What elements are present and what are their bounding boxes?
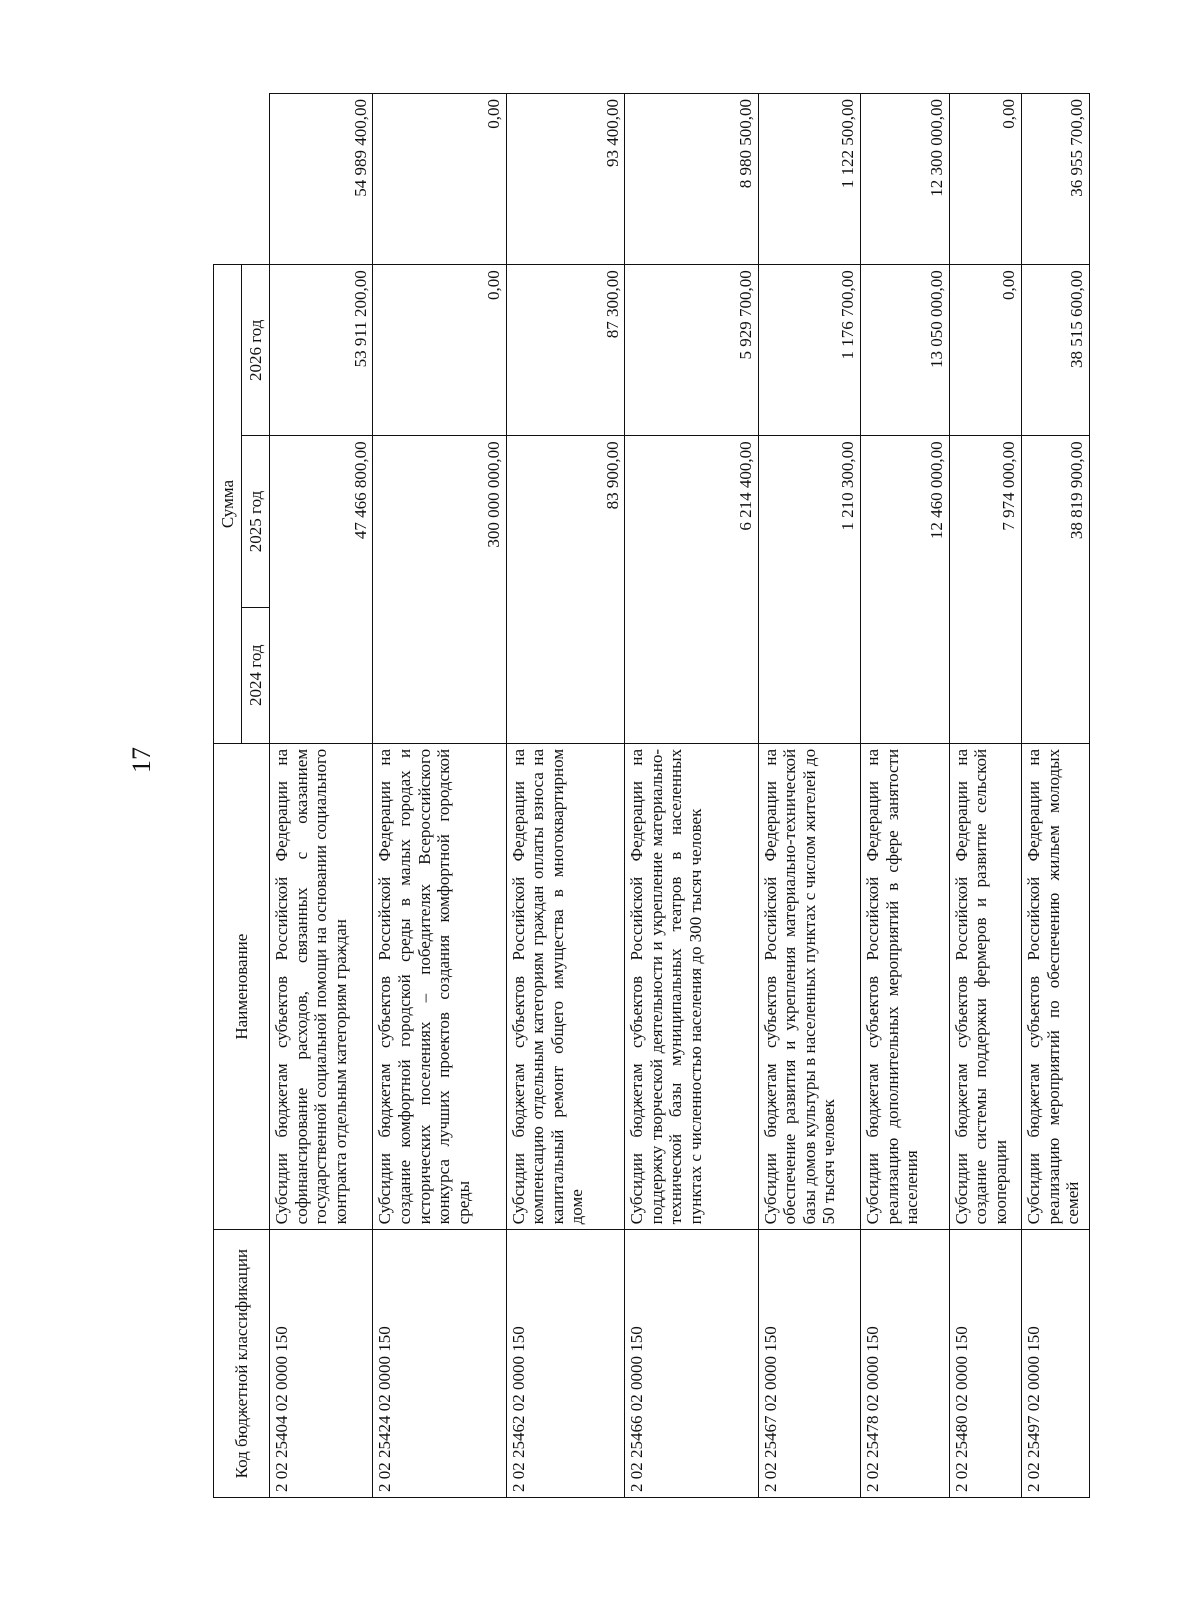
row-name: Субсидии бюджетам субъектов Российской Федерации на создание комфортной городской среды в малых городах и исторических поселениях – победителях Всероссийского конкурса лучших проектов создания комфортной городской среды (373, 743, 506, 1229)
row-sum-2025: 53 911 200,00 (270, 265, 373, 436)
row-sum-2026: 12 300 000,00 (860, 94, 949, 265)
table-row (758, 94, 860, 1498)
table-row (860, 94, 949, 1498)
budget-table (213, 93, 1090, 1498)
row-code: 2 02 25404 02 0000 150 (270, 1230, 373, 1498)
row-code: 2 02 25462 02 0000 150 (506, 1230, 624, 1498)
header-year-2025: 2025 год (242, 436, 270, 607)
row-sum-2024: 7 974 000,00 (949, 436, 1022, 744)
table-row (506, 94, 624, 1498)
row-code: 2 02 25424 02 0000 150 (373, 1230, 506, 1498)
row-sum-2025: 0,00 (373, 265, 506, 436)
table-row (949, 94, 1022, 1498)
row-name: Субсидии бюджетам субъектов Российской Федерации на реализацию мероприятий по обеспечению жильем молодых семей (1022, 743, 1090, 1229)
row-sum-2024: 300 000 000,00 (373, 436, 506, 744)
row-sum-2026: 8 980 500,00 (625, 94, 758, 265)
header-name: Наименование (214, 743, 270, 1229)
row-sum-2026: 0,00 (373, 94, 506, 265)
header-year-2024: 2024 год (242, 607, 270, 743)
row-sum-2025: 13 050 000,00 (860, 265, 949, 436)
row-name: Субсидии бюджетам субъектов Российской Федерации на создание системы поддержки фермеров и развитие сельской кооперации (949, 743, 1022, 1229)
row-code: 2 02 25466 02 0000 150 (625, 1230, 758, 1498)
table-row (1022, 94, 1090, 1498)
row-sum-2026: 1 122 500,00 (758, 94, 860, 265)
row-code: 2 02 25497 02 0000 150 (1022, 1230, 1090, 1498)
table-row (373, 94, 506, 1498)
row-code: 2 02 25467 02 0000 150 (758, 1230, 860, 1498)
page-number: 17 (127, 747, 156, 773)
row-sum-2025: 5 929 700,00 (625, 265, 758, 436)
header-sum: Сумма (214, 265, 242, 744)
header-year-2026: 2026 год (242, 265, 270, 436)
row-sum-2024: 12 460 000,00 (860, 436, 949, 744)
row-sum-2024: 83 900,00 (506, 436, 624, 744)
row-code: 2 02 25478 02 0000 150 (860, 1230, 949, 1498)
row-sum-2026: 93 400,00 (506, 94, 624, 265)
row-sum-2026: 54 989 400,00 (270, 94, 373, 265)
table-body (270, 94, 1090, 1498)
row-name: Субсидии бюджетам субъектов Российской Федерации на реализацию дополнительных мероприятий в сфере занятости населения (860, 743, 949, 1229)
row-sum-2024: 6 214 400,00 (625, 436, 758, 744)
row-sum-2025: 0,00 (949, 265, 1022, 436)
row-sum-2024: 1 210 300,00 (758, 436, 860, 744)
table-row (625, 94, 758, 1498)
row-name: Субсидии бюджетам субъектов Российской Федерации на обеспечение развития и укрепления материально-технической базы домов культуры в населенных пунктах с числом жителей до 50 тысяч человек (758, 743, 860, 1229)
table-row (270, 94, 373, 1498)
rotated-table-container (213, 93, 1090, 1498)
row-sum-2026: 36 955 700,00 (1022, 94, 1090, 265)
row-sum-2024: 47 466 800,00 (270, 436, 373, 744)
row-sum-2024: 38 819 900,00 (1022, 436, 1090, 744)
row-sum-2025: 1 176 700,00 (758, 265, 860, 436)
header-code: Код бюджетной классификации (214, 1230, 270, 1498)
table-header (214, 94, 270, 1498)
row-sum-2025: 38 515 600,00 (1022, 265, 1090, 436)
row-name: Субсидии бюджетам субъектов Российской Федерации на поддержку творческой деятельности и укрепление материально-технической базы муниципальных театров в населенных пунктах с численностью населения до 300 тысяч человек (625, 743, 758, 1229)
row-name: Субсидии бюджетам субъектов Российской Федерации на компенсацию отдельным категориям граждан оплаты взноса на капитальный ремонт общего имущества в многоквартирном доме (506, 743, 624, 1229)
row-sum-2026: 0,00 (949, 94, 1022, 265)
row-name: Субсидии бюджетам субъектов Российской Федерации на софинансирование расходов, связанных с оказанием государственной социальной помощи на основании социального контракта отдельным категориям граждан (270, 743, 373, 1229)
row-code: 2 02 25480 02 0000 150 (949, 1230, 1022, 1498)
row-sum-2025: 87 300,00 (506, 265, 624, 436)
